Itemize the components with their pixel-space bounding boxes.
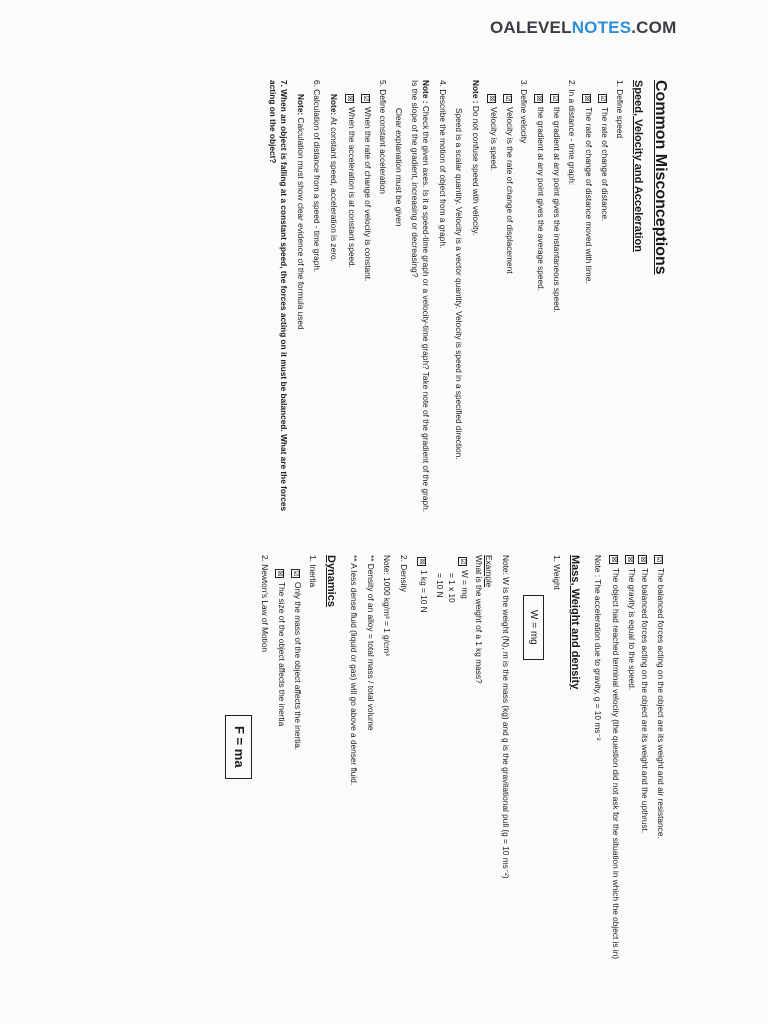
- answer-item: [534, 94, 546, 520]
- question-weight: 1. Weight: [551, 555, 562, 590]
- answer-item: [275, 569, 287, 995]
- question-newton: 2. Newton's Law of Motion: [260, 555, 271, 653]
- question-density: 2. Density: [399, 555, 410, 592]
- brand-part-2: NOTES: [571, 18, 632, 37]
- example-line: [458, 557, 470, 995]
- check-icon: ☑: [655, 556, 662, 563]
- cross-icon: ☒: [535, 95, 543, 102]
- document-title: Common Misconceptions: [652, 80, 669, 275]
- cross-icon: ☒: [276, 570, 284, 577]
- question-define-velocity: 3. Define velocity: [519, 80, 530, 144]
- answer-text: The object had reached terminal velocity (the question did not ask for the situation in which the object is in): [611, 568, 621, 960]
- formula-weight: W = mg: [523, 595, 544, 660]
- example-question: What is the weight of a 1 kg mass?: [473, 555, 484, 684]
- question-distance-time: 2. In a distance - time graph:: [567, 80, 578, 186]
- answer-text: the gradient at any point gives the instantaneous speed.: [552, 107, 563, 313]
- note-text: Do not confuse speed with velocity.: [470, 105, 481, 236]
- section-title-mass: Mass, Weight and density: [569, 555, 582, 690]
- brand-part-3: .COM: [631, 18, 677, 37]
- answer-text: The balanced forces acting on the object are its weight and the upthrust.: [640, 568, 650, 834]
- answer-item: [345, 94, 357, 520]
- section-title-dynamics: Dynamics: [325, 555, 338, 607]
- note-graph-axes: [410, 80, 432, 520]
- note-weight-units: Note: W is the weight (N), m is the mass (kg) and g is the gravitational pull (g = 10 ms⁻²): [501, 555, 512, 879]
- answer-text: Velocity is the rate of change of displacement: [504, 107, 515, 274]
- answer-text: The rate of change of distance moved with time.: [584, 107, 595, 284]
- question-describe-motion: 4. Describe the motion of object from a graph.: [438, 80, 448, 249]
- cross-icon: ☒: [487, 95, 495, 102]
- check-icon: ☑: [599, 95, 607, 102]
- answer-item: [598, 94, 610, 520]
- answer-item: [625, 555, 637, 995]
- note-label: Note:: [295, 94, 306, 116]
- site-brand: [490, 18, 676, 38]
- note-calculation: [295, 94, 306, 520]
- check-icon: ☑: [362, 95, 370, 102]
- question-falling-object: 7. When an object is falling at a constant speed, the forces acting on it must be balanced. What are the forces acting on the object?: [267, 80, 289, 512]
- cross-icon: ☒: [626, 556, 633, 563]
- brand-part-1: OALEVEL: [490, 18, 572, 37]
- example-step: W = mg: [459, 570, 470, 599]
- example-label: Example: [484, 555, 495, 588]
- answer-item: [550, 94, 562, 520]
- answer-item: [361, 94, 373, 520]
- cross-icon: ☒: [583, 95, 591, 102]
- answer-item: [638, 555, 650, 995]
- note-speed-velocity: [470, 80, 481, 520]
- answer-item: [609, 555, 621, 995]
- answer-text: The balanced forces acting on the object are its weight and air resistance.: [656, 568, 666, 839]
- check-icon: ☑: [458, 558, 466, 565]
- answer-item: [291, 569, 303, 995]
- check-icon: ☑: [503, 95, 511, 102]
- check-icon: ☑: [551, 95, 559, 102]
- answer-text: the gradient at any point gives the average speed.: [536, 107, 547, 292]
- answer-text: Velocity is speed.: [488, 107, 499, 172]
- note-constant-speed: [328, 94, 339, 520]
- example-step: = 10 N: [435, 573, 446, 598]
- example-step: = 1 x 10: [446, 573, 457, 603]
- question-inertia: 1. Inertia: [307, 555, 318, 588]
- question-define-speed: 1. Define speed: [614, 80, 625, 139]
- section-title-speed: Speed, Velocity and Acceleration: [632, 80, 645, 252]
- answer-text: Only the mass of the object affects the inertia.: [293, 582, 304, 751]
- left-column: [264, 80, 670, 520]
- answer-item: [487, 94, 499, 520]
- answer-text: The gravity is equal to the speed.: [627, 568, 637, 691]
- note-density-units: Note: 1000 kg/m³ = 1 g/cm³: [382, 555, 393, 656]
- note-text: Check the given axes. Is it a speed-time graph or a velocity-time graph? Take note of the gradient of the graph. Is the slope of the gradient, increasing or decreasing?: [410, 80, 432, 512]
- example-step: 1 kg = 10 N: [419, 570, 430, 613]
- note-label: Note:: [329, 94, 340, 116]
- answer-item: [654, 555, 666, 995]
- note-detail: Speed is a scalar quantity. Velocity is a vector quantity. Velocity is speed in a specified direction.: [453, 108, 464, 460]
- answer-item: [503, 94, 515, 520]
- note-text: Calculation must show clear evidence of the formula used: [295, 117, 306, 330]
- answer-text: When the acceleration is at constant speed.: [347, 107, 358, 268]
- answer-text: When the rate of change of velocity is constant.: [363, 107, 374, 282]
- check-icon: ☑: [292, 570, 300, 577]
- note-gravity: Note : The acceleration due to gravity, g = 10 ms⁻²: [593, 555, 603, 741]
- note-text: At constant speed, acceleration is zero.: [329, 117, 340, 262]
- cross-icon: ☒: [418, 558, 426, 565]
- note-detail: Clear explanation must be given: [393, 108, 404, 227]
- answer-text: The rate of change of distance.: [600, 107, 611, 222]
- cross-icon: ☒: [346, 95, 354, 102]
- rotated-notes-sheet: [80, 80, 670, 1000]
- note-fluid-density: ** A less dense fluid (liquid or gas) will go above a denser fluid.: [348, 555, 359, 786]
- answer-item: [582, 94, 594, 520]
- note-label: Note :: [421, 80, 432, 104]
- formula-newton: F = ma: [225, 715, 252, 779]
- question-distance-calculation: 6. Calculation of distance from a speed - time graph.: [312, 80, 323, 273]
- question-constant-acceleration: 5. Define constant acceleration: [377, 80, 388, 194]
- cross-icon: ☒: [610, 556, 617, 563]
- note-label: Note :: [470, 80, 481, 104]
- answer-text: The size of the object affects the inertia: [277, 582, 288, 727]
- note-alloy-density: ** Density of an alloy = total mass / total volume: [365, 555, 376, 731]
- right-column: [219, 555, 670, 995]
- cross-icon: ☒: [639, 556, 646, 563]
- example-line: [417, 557, 429, 995]
